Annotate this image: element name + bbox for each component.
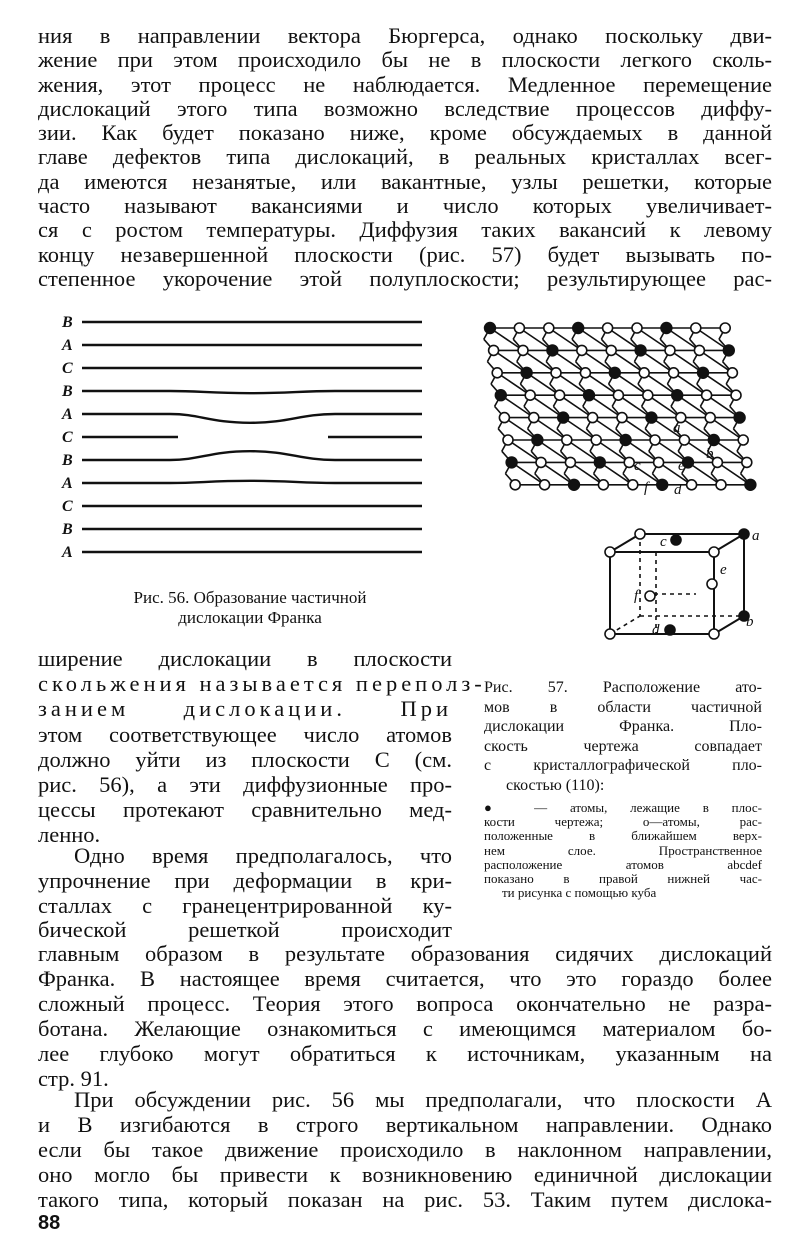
layer-label: A	[62, 337, 73, 354]
text-line: этом соответствующее число атомов	[38, 721, 452, 747]
text-line: При обсуждении рис. 56 мы предполагали, что плоскости A	[74, 1087, 772, 1112]
caption-line: скость чертежа совпадает	[484, 737, 762, 755]
legend-line: ● — атомы, лежащие в плос-	[484, 800, 762, 815]
text-line: сталлах с гранецентрированной ку-	[38, 892, 452, 918]
atom-upper-layer	[606, 345, 616, 355]
text-line: сложный процесс. Теория этого вопроса окончательно не разра-	[38, 991, 772, 1016]
text-line: главным образом в результате образования сидячих дислокаций	[38, 941, 772, 966]
text-line: жение при этом происходило бы не в плоскости легкого сколь-	[38, 47, 772, 73]
figure-56-layers	[60, 312, 440, 572]
cube-label: a	[752, 528, 760, 544]
atom-upper-layer	[565, 457, 575, 467]
atom-in-plane	[521, 367, 532, 378]
atom-upper-layer	[687, 480, 697, 490]
atom-upper-layer	[705, 413, 715, 423]
text-line: дислокаций этого типа возможно вследствие процессов диффу-	[38, 95, 772, 121]
text-line: такого типа, который показан на рис. 53. Таким путем дислока-	[38, 1187, 772, 1212]
layer-line	[82, 391, 422, 393]
atom-upper-layer	[514, 323, 524, 333]
cube-label: b	[746, 614, 754, 630]
atom-in-plane	[584, 390, 595, 401]
text-line: главе дефектов типа дислокаций, в реальных кристаллах всег-	[38, 144, 772, 170]
atom-in-plane	[532, 435, 543, 446]
atom-upper-layer	[632, 323, 642, 333]
atom-in-plane	[558, 412, 569, 423]
text-line: Франка. В настоящее время считается, что это гораздо более	[38, 966, 772, 991]
atom-in-plane	[672, 390, 683, 401]
atom-upper-layer	[529, 413, 539, 423]
atom-upper-layer	[628, 480, 638, 490]
atom-upper-layer	[665, 345, 675, 355]
atom-upper-layer	[540, 480, 550, 490]
atom-upper-layer	[598, 480, 608, 490]
text-line: рис. 56), а эти диффузионные про-	[38, 772, 452, 798]
text-line: должно уйти из плоскости C (см.	[38, 746, 452, 772]
atom-upper-layer	[694, 345, 704, 355]
atom-upper-layer	[709, 547, 719, 557]
atom-upper-layer	[639, 368, 649, 378]
atom-upper-layer	[712, 457, 722, 467]
atom-upper-layer	[536, 457, 546, 467]
layer-label: A	[62, 406, 73, 423]
text-line: степенное укорочение этой полуплоскости; результирующее рас-	[38, 265, 772, 291]
caption-line: с кристаллографической пло-	[484, 757, 762, 774]
lattice-label: d	[674, 482, 682, 498]
text-line: лее глубоко могут обратиться к источникам, указанным на	[38, 1041, 772, 1066]
text-line: часто называют вакансиями и число которых увеличивает-	[38, 193, 772, 219]
layer-label: C	[62, 498, 73, 515]
caption-line: дислокации Франка	[178, 608, 322, 627]
legend-line: ти рисунка с помощью куба	[502, 885, 657, 901]
atom-upper-layer	[544, 323, 554, 333]
atom-upper-layer	[654, 457, 664, 467]
atom-upper-layer	[727, 368, 737, 378]
atom-upper-layer	[702, 390, 712, 400]
atom-upper-layer	[643, 390, 653, 400]
layer-line	[82, 481, 422, 483]
page-number: 88	[38, 1212, 61, 1234]
layer-label: A	[62, 544, 73, 561]
text-line: занием дислокации. При	[38, 696, 452, 722]
cube-label: e	[720, 562, 727, 578]
atom-upper-layer	[503, 435, 513, 445]
text-line: зии. Как будет показано ниже, кроме обсуждаемых в данной	[38, 120, 772, 146]
atom-in-plane	[569, 479, 580, 490]
atom-upper-layer	[499, 413, 509, 423]
text-line: ширение дислокации в плоскости	[38, 646, 452, 671]
figure-57-legend	[484, 801, 762, 900]
layer-label: B	[62, 314, 73, 331]
cube-label: c	[660, 534, 667, 550]
atom-upper-layer	[650, 435, 660, 445]
atom-upper-layer	[605, 629, 615, 639]
atom-upper-layer	[577, 345, 587, 355]
atom-in-plane	[657, 479, 668, 490]
text-line: да имеются незанятые, или вакантные, узлы решетки, которые	[38, 168, 772, 194]
text-line: жения, этот процесс не наблюдается. Медленное перемещение	[38, 71, 772, 97]
layer-label: C	[62, 429, 73, 446]
text-line: бической решеткой происходит	[38, 917, 452, 943]
atom-upper-layer	[645, 591, 655, 601]
text-line: ся с ростом температуры. Диффузия таких вакансий к левому	[38, 217, 772, 243]
top-paragraph	[38, 24, 772, 291]
text-line: если бы такое движение происходило в наклонном направлении,	[38, 1137, 772, 1162]
legend-line: кости чертежа; о—атомы, рас-	[484, 814, 762, 830]
lattice-label: e	[678, 458, 685, 474]
atom-upper-layer	[624, 457, 634, 467]
atom-upper-layer	[492, 368, 502, 378]
atom-in-plane	[661, 323, 672, 334]
atom-in-plane	[739, 529, 749, 539]
legend-line: показано в правой нижней час-	[484, 871, 762, 887]
atom-in-plane	[620, 435, 631, 446]
layer-label: A	[62, 475, 73, 492]
atom-in-plane	[698, 367, 709, 378]
atom-upper-layer	[605, 547, 615, 557]
cube-label: f	[634, 588, 639, 604]
lattice-label: b	[706, 446, 714, 462]
text-line: концу незавершенной плоскости (рис. 57) будет вызывать по-	[38, 241, 772, 267]
figure-57-lattice	[478, 312, 778, 512]
text-line: стр. 91.	[38, 1066, 109, 1091]
text-line: скольжения называется переполз-	[38, 671, 486, 697]
text-line: ботана. Желающие ознакомиться с имеющимся материалом бо-	[38, 1016, 772, 1041]
lattice-label: f	[644, 480, 649, 496]
caption-line: Рис. 56. Образование частичной	[133, 588, 367, 607]
atom-upper-layer	[635, 529, 645, 539]
text-line: Одно время предполагалось, что	[74, 843, 452, 868]
text-line: упрочнение при деформации в кри-	[38, 867, 452, 893]
caption-line: скостью (110):	[506, 776, 605, 794]
cube-label: d	[652, 622, 660, 638]
atom-upper-layer	[562, 435, 572, 445]
atom-upper-layer	[707, 579, 717, 589]
layer-line	[82, 451, 422, 460]
caption-line: дислокации Франка. Пло-	[484, 718, 762, 735]
atom-in-plane	[495, 390, 506, 401]
figure-57-cube	[596, 524, 776, 644]
atom-in-plane	[573, 323, 584, 334]
atom-in-plane	[734, 412, 745, 423]
atom-upper-layer	[603, 323, 613, 333]
text-line: ния в направлении вектора Бюргерса, однако поскольку дви-	[38, 23, 772, 48]
atom-upper-layer	[731, 390, 741, 400]
atom-in-plane	[485, 323, 496, 334]
atom-upper-layer	[617, 413, 627, 423]
layer-label: C	[62, 360, 73, 377]
lattice-label: a	[673, 420, 681, 436]
atom-upper-layer	[679, 435, 689, 445]
figure-56-caption	[60, 588, 440, 628]
atom-upper-layer	[591, 435, 601, 445]
legend-line: нем слое. Пространственное	[484, 842, 762, 858]
layer-label: B	[62, 521, 73, 538]
caption-line: мов в области частичной	[484, 698, 762, 716]
text-line: оно могло бы привести к возникновению единичной дислокации	[38, 1162, 772, 1187]
legend-line: расположение атомов abcdef	[484, 856, 762, 872]
atom-upper-layer	[518, 345, 528, 355]
atom-upper-layer	[738, 435, 748, 445]
second-paragraph-narrow	[38, 844, 452, 943]
atom-in-plane	[671, 535, 681, 545]
text-line: цессы протекают сравнительно мед-	[38, 797, 452, 823]
atom-upper-layer	[510, 480, 520, 490]
atom-in-plane	[609, 367, 620, 378]
second-paragraph-full	[38, 941, 772, 1091]
atom-in-plane	[547, 345, 558, 356]
atom-upper-layer	[691, 323, 701, 333]
third-paragraph	[38, 1087, 772, 1212]
atom-upper-layer	[580, 368, 590, 378]
middle-paragraph	[38, 646, 486, 848]
atom-upper-layer	[709, 629, 719, 639]
atom-upper-layer	[588, 413, 598, 423]
atom-upper-layer	[742, 457, 752, 467]
atom-in-plane	[708, 435, 719, 446]
figure-57-caption	[484, 678, 762, 795]
atom-upper-layer	[613, 390, 623, 400]
layer-line	[82, 414, 422, 423]
atom-in-plane	[745, 479, 756, 490]
atom-upper-layer	[489, 345, 499, 355]
atom-upper-layer	[551, 368, 561, 378]
lattice-label: c	[634, 458, 641, 474]
atom-upper-layer	[720, 323, 730, 333]
atom-in-plane	[635, 345, 646, 356]
atom-in-plane	[723, 345, 734, 356]
layer-label: B	[62, 452, 73, 469]
atom-in-plane	[506, 457, 517, 468]
legend-line: положенные в ближайшем верх-	[484, 828, 762, 844]
atom-upper-layer	[669, 368, 679, 378]
atom-upper-layer	[525, 390, 535, 400]
atom-upper-layer	[716, 480, 726, 490]
atom-in-plane	[594, 457, 605, 468]
caption-line: Рис. 57. Расположение ато-	[484, 679, 762, 696]
text-line: ленно.	[38, 822, 101, 848]
text-line: и B изгибаются в строго вертикальном направлении. Однако	[38, 1112, 772, 1137]
layer-label: B	[62, 383, 73, 400]
atom-upper-layer	[555, 390, 565, 400]
atom-in-plane	[665, 625, 675, 635]
atom-in-plane	[646, 412, 657, 423]
